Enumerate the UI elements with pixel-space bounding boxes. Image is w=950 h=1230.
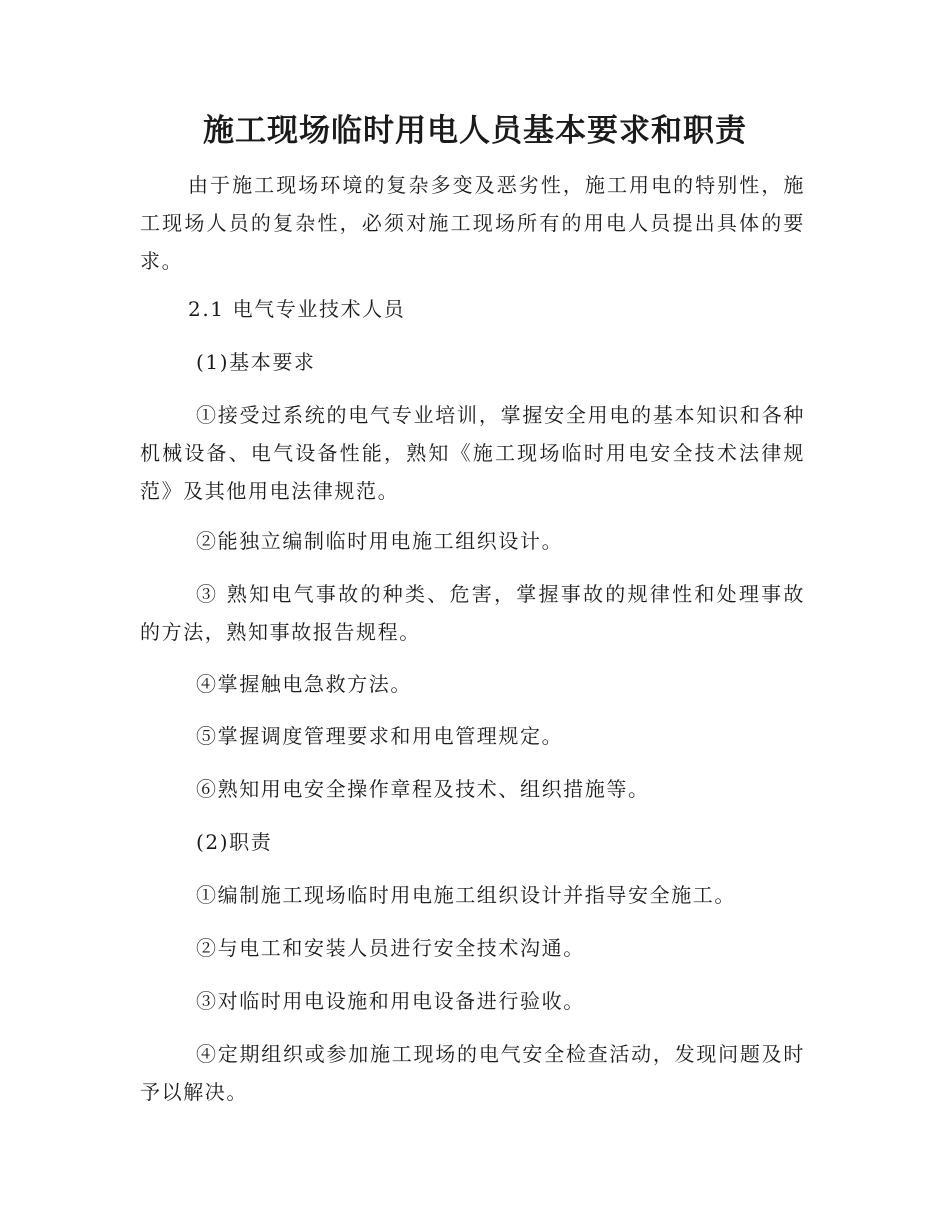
requirement-item-6: ⑥熟知用电安全操作章程及技术、组织措施等。 xyxy=(196,777,650,801)
responsibility-item-1: ①编制施工现场临时用电施工组织设计并指导安全施工。 xyxy=(196,883,736,907)
responsibility-item-4: ④定期组织或参加施工现场的电气安全检查活动，发现问题及时予以解决。 xyxy=(140,1042,805,1104)
responsibility-item-2: ②与电工和安装人员进行安全技术沟通。 xyxy=(196,936,585,960)
responsibility-item-3: ③对临时用电设施和用电设备进行验收。 xyxy=(196,989,585,1013)
requirement-item-5: ⑤掌握调度管理要求和用电管理规定。 xyxy=(196,724,564,748)
requirement-item-1: ①接受过系统的电气专业培训，掌握安全用电的基本知识和各种机械设备、电气设备性能，熟知《施工现场临时用电安全技术法律规范》及其他用电法律规范。 xyxy=(140,403,805,503)
basic-requirements-heading: (1)基本要求 xyxy=(196,350,316,374)
requirement-item-3: ③ 熟知电气事故的种类、危害，掌握事故的规律性和处理事故的方法，熟知事故报告规程。 xyxy=(140,582,805,644)
section-heading: 2.1 电气专业技术人员 xyxy=(188,297,406,321)
requirement-item-4: ④掌握触电急救方法。 xyxy=(196,672,412,696)
responsibilities-heading: (2)职责 xyxy=(196,830,273,854)
intro-paragraph: 由于施工现场环境的复杂多变及恶劣性，施工用电的特别性，施工现场人员的复杂性，必须对施工现场所有的用电人员提出具体的要求。 xyxy=(140,173,805,273)
document-title: 施工现场临时用电人员基本要求和职责 xyxy=(203,113,747,149)
requirement-item-2: ②能独立编制临时用电施工组织设计。 xyxy=(196,529,564,553)
